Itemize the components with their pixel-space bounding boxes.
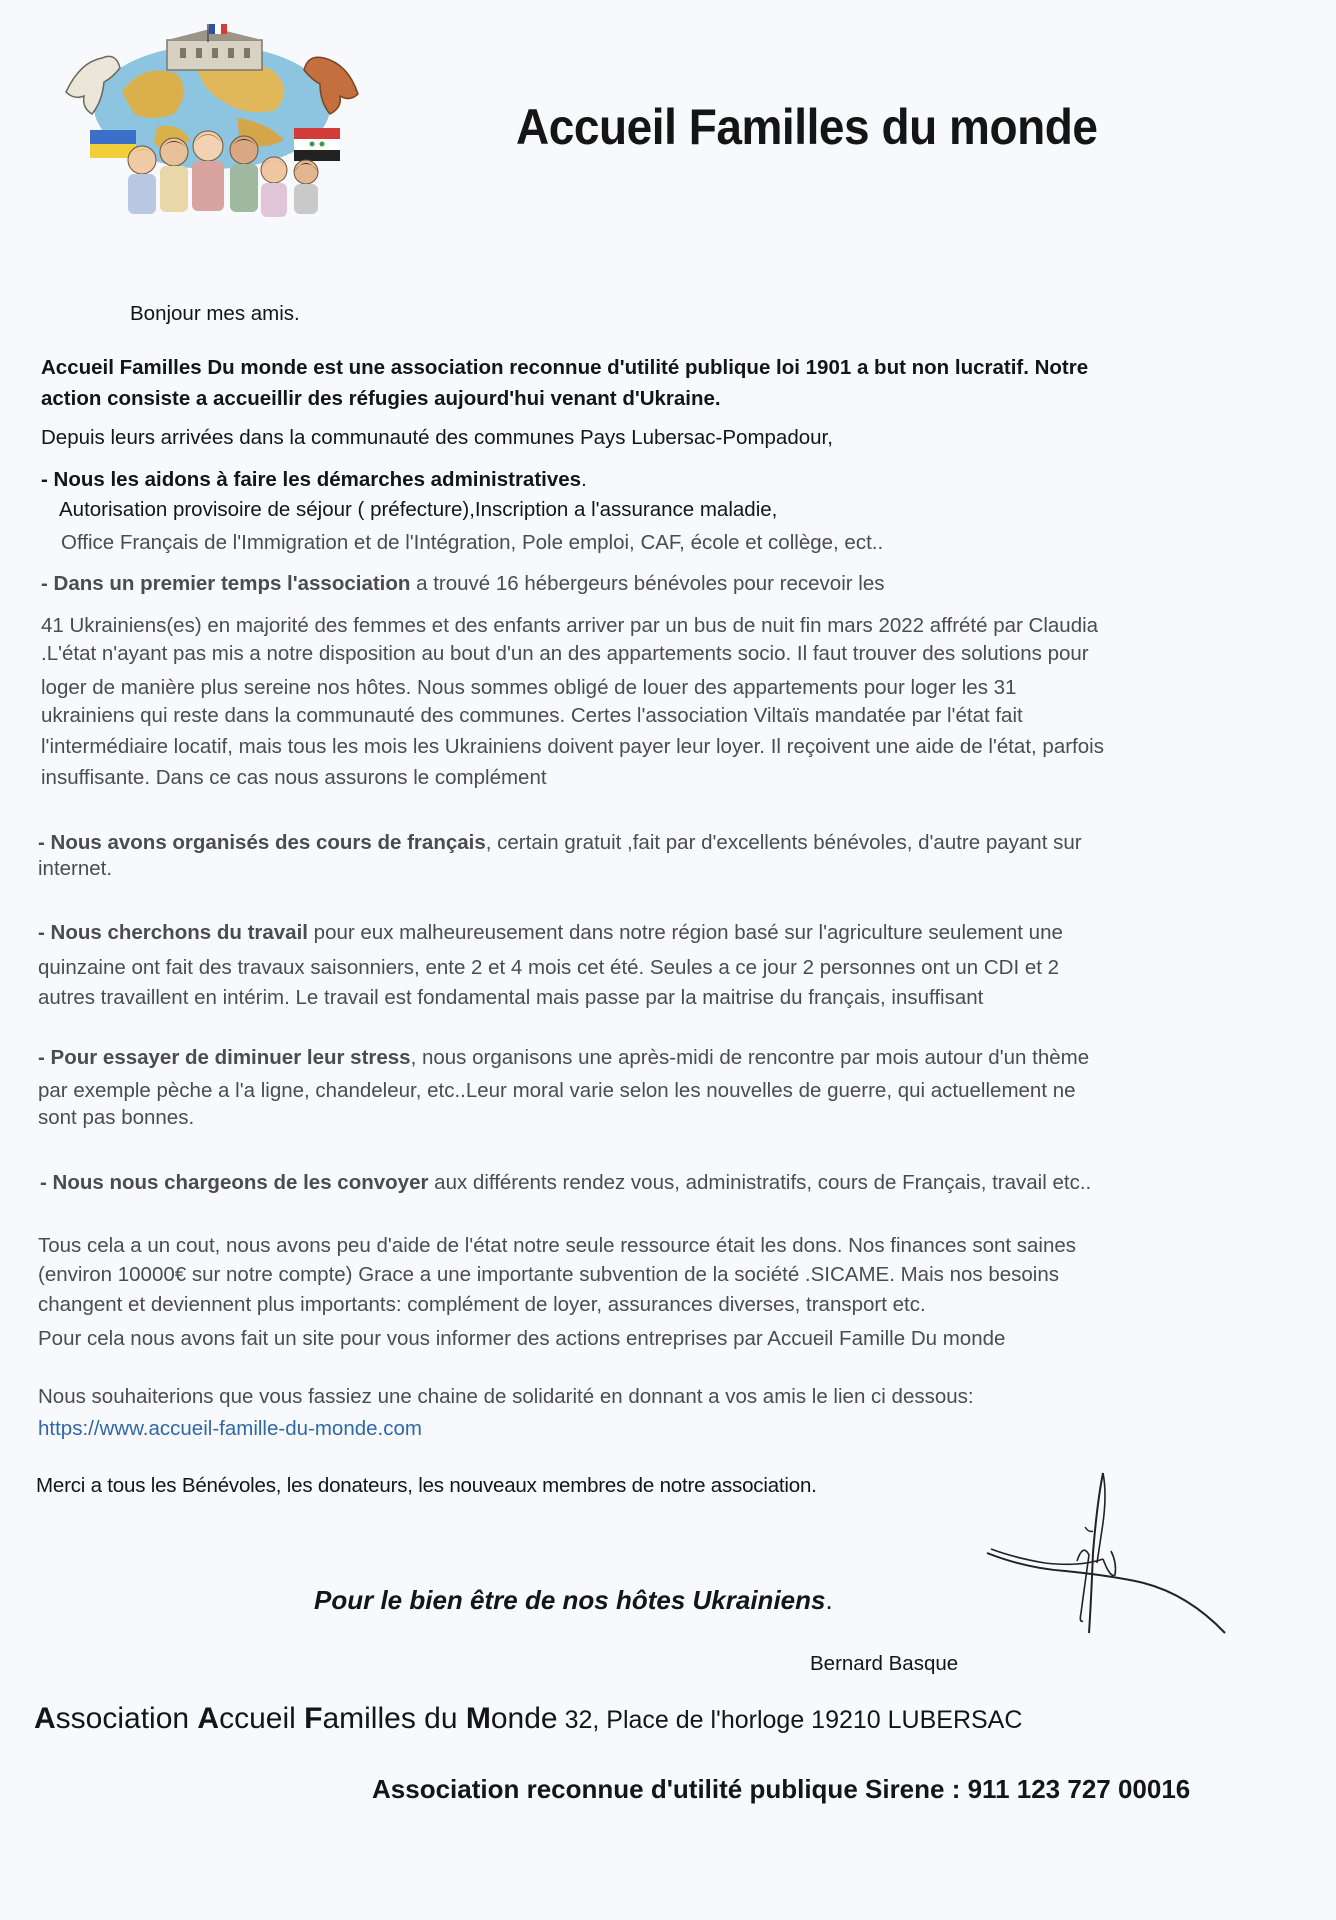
association-logo-illustration: [62, 22, 362, 222]
stress-lead-bold: - Pour essayer de diminuer leur stress: [38, 1046, 411, 1069]
assoc-initial-a2: A: [197, 1702, 220, 1735]
intro-line-2: action consiste a accueillir des réfugies aujourd'hui venant d'Ukraine.: [41, 387, 721, 410]
finances-line-4: Pour cela nous avons fait un site pour vous informer des actions entreprises par Accueil Famille Du monde: [38, 1327, 1006, 1350]
assoc-initial-m: M: [465, 1702, 491, 1735]
website-link[interactable]: https://www.accueil-famille-du-monde.com: [38, 1417, 422, 1440]
admin-heading-punct: .: [581, 468, 587, 491]
housing-lead-rest: a trouvé 16 hébergeurs bénévoles pour recevoir les: [410, 572, 885, 595]
finances-line-2: (environ 10000€ sur notre compte) Grace a une importante subvention de la société .SICAME. Mais nos besoins: [38, 1263, 1059, 1286]
housing-line-6: insuffisante. Dans ce cas nous assurons le complément: [41, 766, 547, 789]
housing-line-3: loger de manière plus sereine nos hôtes. Nous sommes obligé de louer des appartements pour loger les 31: [41, 676, 1017, 699]
transport-lead-bold: - Nous nous chargeons de les convoyer: [40, 1171, 429, 1194]
motto-punct: .: [825, 1585, 833, 1615]
french-line-2: internet.: [38, 857, 113, 880]
work-line-3: autres travaillent en intérim. Le travail est fondamental mais passe par la maitrise du français, insuffisant: [38, 986, 984, 1009]
admin-line-2: Office Français de l'Immigration et de l'Intégration, Pole emploi, CAF, école et collège, ect..: [61, 531, 884, 554]
greeting: Bonjour mes amis.: [130, 302, 300, 325]
work-lead-bold: - Nous cherchons du travail: [38, 921, 308, 944]
motto: [314, 1585, 833, 1615]
stress-line-2: par exemple pèche a l'a ligne, chandeleur, etc..Leur moral varie selon les nouvelles de guerre, qui actuellement ne: [38, 1079, 1076, 1102]
since-arrival-line: Depuis leurs arrivées dans la communauté des communes Pays Lubersac-Pompadour,: [41, 426, 833, 449]
work-line-2: quinzaine ont fait des travaux saisonniers, ente 2 et 4 mois cet été. Seules a ce jour 2 personnes ont un CDI et 2: [38, 956, 1060, 979]
housing-line-5: l'intermédiaire locatif, mais tous les mois les Ukrainiens doivent payer leur loyer. Il reçoivent une aide de l'état, parfois: [41, 735, 1104, 758]
assoc-initial-a1: A: [34, 1702, 56, 1735]
transport-lead-rest: aux différents rendez vous, administratifs, cours de Français, travail etc..: [428, 1171, 1092, 1194]
assoc-word-3: amilles du: [322, 1702, 466, 1735]
footer-association-name: [34, 1702, 558, 1735]
housing-line-2: .L'état n'ayant pas mis a notre disposition au bout d'un an des appartements socio. Il faut trouver des solutions pour: [41, 642, 1089, 665]
housing-line-4: ukrainiens qui reste dans la communauté des communes. Certes l'association Viltaïs mandatée par l'état fait: [41, 704, 1023, 727]
french-lead: [38, 830, 1082, 855]
housing-line-1: 41 Ukrainiens(es) en majorité des femmes et des enfants arriver par un bus de nuit fin mars 2022 affrété par Claudia: [41, 614, 1099, 637]
handwritten-signature: [985, 1463, 1235, 1638]
document-title: Accueil Familles du monde: [516, 99, 1098, 155]
signatory-name: Bernard Basque: [810, 1652, 959, 1675]
footer-association-line: [34, 1702, 1022, 1736]
finances-line-1: Tous cela a un cout, nous avons peu d'aide de l'état notre seule ressource était les dons. Nos finances sont saines: [38, 1234, 1077, 1257]
assoc-word-1: ssociation: [55, 1702, 198, 1735]
assoc-word-4: onde: [490, 1702, 558, 1735]
admin-heading-bold: - Nous les aidons à faire les démarches administratives: [41, 468, 582, 491]
admin-line-1: Autorisation provisoire de séjour ( préfecture),Inscription a l'assurance maladie,: [59, 498, 778, 521]
footer-sirene: Association reconnue d'utilité publique Sirene : 911 123 727 00016: [372, 1774, 1191, 1804]
housing-lead: [41, 571, 884, 596]
motto-text: Pour le bien être de nos hôtes Ukrainiens: [314, 1585, 826, 1615]
work-lead-rest: pour eux malheureusement dans notre région basé sur l'agriculture seulement une: [307, 921, 1063, 944]
transport-lead: [40, 1170, 1091, 1195]
thanks-line: Merci a tous les Bénévoles, les donateurs, les nouveaux membres de notre association.: [36, 1474, 817, 1497]
work-lead: [38, 920, 1063, 945]
footer-address: 32, Place de l'horloge 19210 LUBERSAC: [557, 1706, 1023, 1734]
solidarity-line: Nous souhaiterions que vous fassiez une chaine de solidarité en donnant a vos amis le lien ci dessous:: [38, 1385, 974, 1408]
stress-line-3: sont pas bonnes.: [38, 1106, 195, 1129]
assoc-initial-f: F: [304, 1702, 323, 1735]
stress-lead-rest: , nous organisons une après-midi de rencontre par mois autour d'un thème: [410, 1046, 1090, 1069]
assoc-word-2: ccueil: [219, 1702, 305, 1735]
intro-line-1: Accueil Familles Du monde est une association reconnue d'utilité publique loi 1901 a but non lucratif. Notre: [41, 356, 1089, 379]
french-lead-rest: , certain gratuit ,fait par d'excellents bénévoles, d'autre payant sur: [485, 831, 1082, 854]
finances-line-3: changent et deviennent plus importants: complément de loyer, assurances diverses, transport etc.: [38, 1293, 926, 1316]
admin-heading: [41, 467, 587, 492]
stress-lead: [38, 1045, 1089, 1070]
housing-lead-bold: - Dans un premier temps l'association: [41, 572, 411, 595]
french-lead-bold: - Nous avons organisés des cours de français: [38, 831, 486, 854]
